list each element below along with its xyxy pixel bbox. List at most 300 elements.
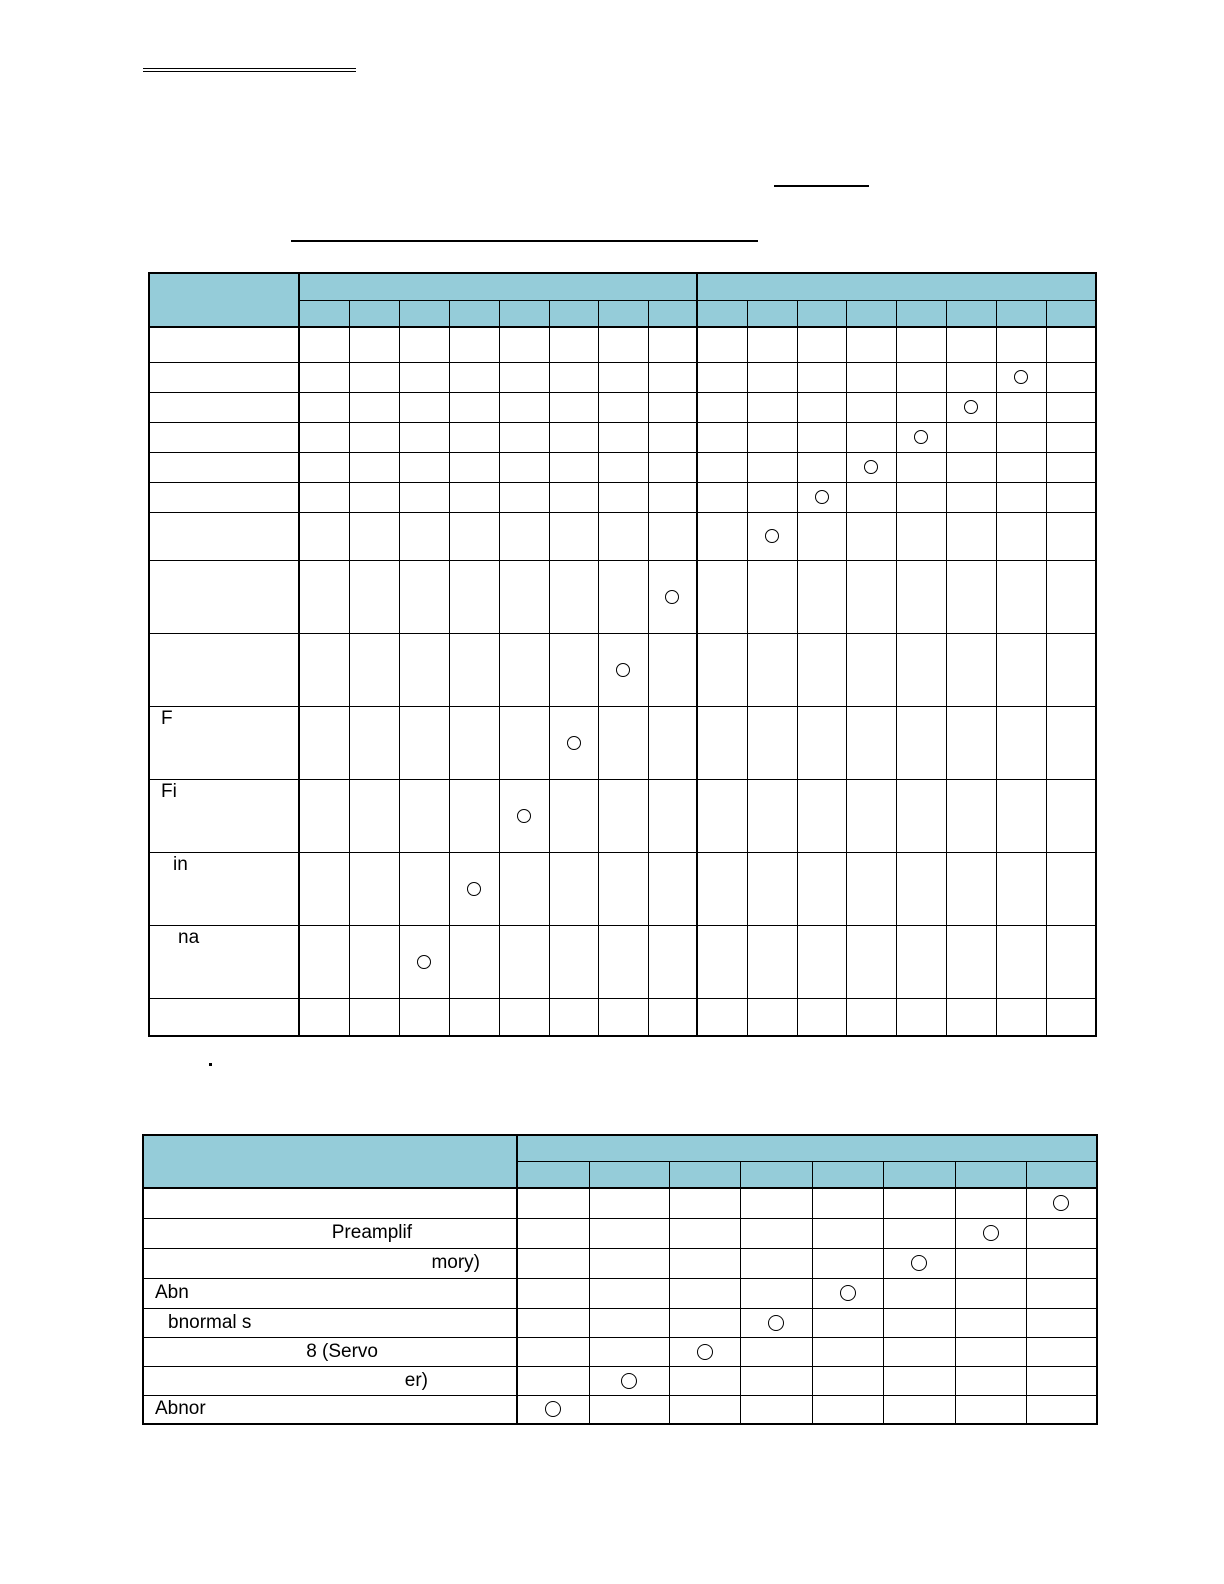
grid-cell bbox=[740, 1188, 812, 1218]
circle-mark-icon bbox=[1014, 370, 1028, 384]
grid-cell bbox=[946, 706, 996, 779]
grid-cell bbox=[946, 362, 996, 392]
grid-cell bbox=[996, 392, 1046, 422]
grid-cell bbox=[846, 998, 896, 1036]
row-label-cell bbox=[143, 1218, 517, 1248]
grid-cell bbox=[747, 327, 797, 362]
grid-cell bbox=[598, 482, 648, 512]
grid-cell bbox=[812, 1278, 883, 1308]
table1-subheader-cell bbox=[697, 300, 747, 327]
table2-subheader-cell bbox=[1026, 1161, 1097, 1188]
grid-cell bbox=[697, 706, 747, 779]
row-label-cell bbox=[149, 779, 299, 852]
grid-cell bbox=[946, 452, 996, 482]
table1-subheader-cell bbox=[747, 300, 797, 327]
grid-cell bbox=[896, 706, 946, 779]
grid-cell bbox=[449, 779, 499, 852]
grid-cell bbox=[598, 560, 648, 633]
grid-cell bbox=[349, 925, 399, 998]
grid-cell bbox=[648, 482, 697, 512]
grid-cell bbox=[747, 706, 797, 779]
grid-cell bbox=[598, 706, 648, 779]
grid-cell bbox=[797, 327, 846, 362]
table2-header-row bbox=[143, 1135, 1097, 1161]
grid-cell bbox=[299, 452, 349, 482]
grid-cell bbox=[883, 1366, 955, 1395]
grid-cell bbox=[449, 512, 499, 560]
grid-cell bbox=[499, 925, 549, 998]
table-row bbox=[143, 1366, 1097, 1395]
grid-cell bbox=[499, 779, 549, 852]
grid-cell bbox=[1046, 779, 1096, 852]
grid-cell bbox=[517, 1188, 589, 1218]
grid-cell bbox=[299, 512, 349, 560]
table1-header-row bbox=[149, 273, 1096, 300]
grid-cell bbox=[812, 1308, 883, 1337]
grid-cell bbox=[1026, 1188, 1097, 1218]
grid-cell bbox=[517, 1218, 589, 1248]
grid-cell bbox=[549, 779, 598, 852]
grid-cell bbox=[946, 925, 996, 998]
grid-cell bbox=[399, 706, 449, 779]
grid-cell bbox=[896, 327, 946, 362]
grid-cell bbox=[697, 560, 747, 633]
grid-cell bbox=[996, 998, 1046, 1036]
grid-cell bbox=[747, 925, 797, 998]
table-row bbox=[149, 779, 1096, 852]
grid-cell bbox=[589, 1188, 669, 1218]
table1-subheader-cell bbox=[449, 300, 499, 327]
grid-cell bbox=[846, 925, 896, 998]
row-label-cell bbox=[143, 1337, 517, 1366]
table-row bbox=[143, 1218, 1097, 1248]
row-label: Fi bbox=[161, 780, 177, 802]
grid-cell bbox=[996, 512, 1046, 560]
grid-cell bbox=[797, 452, 846, 482]
grid-cell bbox=[946, 392, 996, 422]
grid-cell bbox=[996, 422, 1046, 452]
grid-cell bbox=[399, 362, 449, 392]
grid-cell bbox=[598, 422, 648, 452]
grid-cell bbox=[883, 1218, 955, 1248]
table-row bbox=[149, 560, 1096, 633]
grid-cell bbox=[399, 452, 449, 482]
row-label-cell bbox=[143, 1395, 517, 1424]
grid-cell bbox=[299, 925, 349, 998]
row-label-cell bbox=[143, 1278, 517, 1308]
grid-cell bbox=[846, 392, 896, 422]
grid-cell bbox=[797, 852, 846, 925]
signal-matrix-table bbox=[148, 272, 1097, 1037]
grid-cell bbox=[883, 1337, 955, 1366]
grid-cell bbox=[946, 422, 996, 452]
grid-cell bbox=[846, 482, 896, 512]
grid-cell bbox=[747, 392, 797, 422]
grid-cell bbox=[1026, 1248, 1097, 1278]
table2-subheader-cell bbox=[883, 1161, 955, 1188]
circle-mark-icon bbox=[467, 882, 481, 896]
grid-cell bbox=[846, 512, 896, 560]
grid-cell bbox=[499, 362, 549, 392]
grid-cell bbox=[499, 452, 549, 482]
grid-cell bbox=[955, 1395, 1026, 1424]
row-label: er) bbox=[404, 1369, 428, 1391]
table2-subheader-cell bbox=[812, 1161, 883, 1188]
grid-cell bbox=[549, 706, 598, 779]
grid-cell bbox=[589, 1278, 669, 1308]
table-row bbox=[149, 998, 1096, 1036]
row-label: in bbox=[173, 853, 188, 875]
grid-cell bbox=[349, 633, 399, 706]
table-row bbox=[143, 1395, 1097, 1424]
grid-cell bbox=[946, 998, 996, 1036]
grid-cell bbox=[1046, 362, 1096, 392]
table2-subheader-cell bbox=[740, 1161, 812, 1188]
grid-cell bbox=[598, 362, 648, 392]
grid-cell bbox=[349, 392, 399, 422]
grid-cell bbox=[896, 998, 946, 1036]
row-label: mory) bbox=[431, 1252, 480, 1273]
row-label: bnormal s bbox=[168, 1311, 252, 1333]
table1-subheader-cell bbox=[1046, 300, 1096, 327]
grid-cell bbox=[349, 452, 399, 482]
grid-cell bbox=[740, 1395, 812, 1424]
grid-cell bbox=[648, 512, 697, 560]
title-double-underline-top bbox=[143, 68, 356, 69]
grid-cell bbox=[996, 452, 1046, 482]
grid-cell bbox=[349, 422, 399, 452]
grid-cell bbox=[955, 1337, 1026, 1366]
grid-cell bbox=[299, 392, 349, 422]
row-label-cell bbox=[149, 327, 299, 362]
circle-mark-icon bbox=[765, 529, 779, 543]
grid-cell bbox=[449, 852, 499, 925]
grid-cell bbox=[896, 852, 946, 925]
grid-cell bbox=[812, 1395, 883, 1424]
table2-group-header bbox=[517, 1135, 1097, 1161]
circle-mark-icon bbox=[697, 1344, 713, 1360]
grid-cell bbox=[896, 925, 946, 998]
grid-cell bbox=[1026, 1366, 1097, 1395]
row-label-cell bbox=[149, 852, 299, 925]
row-label-cell bbox=[149, 452, 299, 482]
table-row bbox=[149, 512, 1096, 560]
grid-cell bbox=[449, 327, 499, 362]
grid-cell bbox=[648, 560, 697, 633]
grid-cell bbox=[846, 560, 896, 633]
circle-mark-icon bbox=[1053, 1195, 1069, 1211]
grid-cell bbox=[996, 852, 1046, 925]
table1-corner-header-cell bbox=[149, 273, 299, 327]
table-row bbox=[149, 925, 1096, 998]
table1-subheader-cell bbox=[896, 300, 946, 327]
grid-cell bbox=[896, 512, 946, 560]
grid-cell bbox=[883, 1278, 955, 1308]
grid-cell bbox=[517, 1248, 589, 1278]
grid-cell bbox=[449, 633, 499, 706]
grid-cell bbox=[955, 1188, 1026, 1218]
grid-cell bbox=[648, 779, 697, 852]
grid-cell bbox=[740, 1248, 812, 1278]
grid-cell bbox=[499, 512, 549, 560]
grid-cell bbox=[598, 998, 648, 1036]
grid-cell bbox=[1046, 452, 1096, 482]
table2-subheader-cell bbox=[517, 1161, 589, 1188]
grid-cell bbox=[747, 362, 797, 392]
grid-cell bbox=[589, 1308, 669, 1337]
grid-cell bbox=[499, 327, 549, 362]
grid-cell bbox=[669, 1278, 740, 1308]
grid-cell bbox=[996, 362, 1046, 392]
grid-cell bbox=[797, 560, 846, 633]
table1-group-header-left bbox=[299, 273, 697, 300]
grid-cell bbox=[598, 925, 648, 998]
grid-cell bbox=[846, 422, 896, 452]
circle-mark-icon bbox=[768, 1315, 784, 1331]
grid-cell bbox=[549, 560, 598, 633]
grid-cell bbox=[648, 422, 697, 452]
circle-mark-icon bbox=[567, 736, 581, 750]
row-label-cell bbox=[143, 1248, 517, 1278]
grid-cell bbox=[399, 925, 449, 998]
grid-cell bbox=[499, 482, 549, 512]
grid-cell bbox=[955, 1248, 1026, 1278]
circle-mark-icon bbox=[864, 460, 878, 474]
grid-cell bbox=[883, 1308, 955, 1337]
grid-cell bbox=[896, 392, 946, 422]
grid-cell bbox=[846, 706, 896, 779]
grid-cell bbox=[549, 392, 598, 422]
grid-cell bbox=[449, 560, 499, 633]
grid-cell bbox=[399, 852, 449, 925]
grid-cell bbox=[648, 925, 697, 998]
grid-cell bbox=[747, 422, 797, 452]
grid-cell bbox=[996, 706, 1046, 779]
grid-cell bbox=[399, 512, 449, 560]
circle-mark-icon bbox=[914, 430, 928, 444]
grid-cell bbox=[349, 362, 399, 392]
table1-subheader-cell bbox=[946, 300, 996, 327]
grid-cell bbox=[896, 633, 946, 706]
grid-cell bbox=[812, 1366, 883, 1395]
field-underline-long bbox=[291, 240, 758, 242]
grid-cell bbox=[549, 852, 598, 925]
grid-cell bbox=[399, 422, 449, 452]
grid-cell bbox=[349, 998, 399, 1036]
grid-cell bbox=[697, 998, 747, 1036]
row-label-cell bbox=[143, 1366, 517, 1395]
grid-cell bbox=[349, 852, 399, 925]
grid-cell bbox=[1046, 706, 1096, 779]
grid-cell bbox=[449, 482, 499, 512]
grid-cell bbox=[598, 852, 648, 925]
circle-mark-icon bbox=[665, 590, 679, 604]
grid-cell bbox=[883, 1188, 955, 1218]
grid-cell bbox=[1046, 633, 1096, 706]
grid-cell bbox=[740, 1218, 812, 1248]
grid-cell bbox=[449, 392, 499, 422]
grid-cell bbox=[797, 422, 846, 452]
grid-cell bbox=[1046, 482, 1096, 512]
grid-cell bbox=[955, 1366, 1026, 1395]
table-row bbox=[143, 1308, 1097, 1337]
grid-cell bbox=[1026, 1395, 1097, 1424]
grid-cell bbox=[399, 633, 449, 706]
grid-cell bbox=[896, 560, 946, 633]
table1-subheader-cell bbox=[598, 300, 648, 327]
table1-subheader-cell bbox=[499, 300, 549, 327]
grid-cell bbox=[747, 633, 797, 706]
circle-mark-icon bbox=[545, 1401, 561, 1417]
grid-cell bbox=[549, 452, 598, 482]
grid-cell bbox=[747, 512, 797, 560]
grid-cell bbox=[589, 1395, 669, 1424]
grid-cell bbox=[349, 482, 399, 512]
grid-cell bbox=[740, 1308, 812, 1337]
grid-cell bbox=[598, 512, 648, 560]
table-row bbox=[149, 706, 1096, 779]
grid-cell bbox=[996, 925, 1046, 998]
table1-subheader-cell bbox=[399, 300, 449, 327]
grid-cell bbox=[598, 779, 648, 852]
table1-subheader-cell bbox=[549, 300, 598, 327]
grid-cell bbox=[812, 1188, 883, 1218]
grid-cell bbox=[648, 706, 697, 779]
grid-cell bbox=[946, 482, 996, 512]
grid-cell bbox=[1026, 1278, 1097, 1308]
grid-cell bbox=[846, 852, 896, 925]
table2-subheader-cell bbox=[589, 1161, 669, 1188]
grid-cell bbox=[669, 1308, 740, 1337]
grid-cell bbox=[499, 560, 549, 633]
grid-cell bbox=[449, 998, 499, 1036]
grid-cell bbox=[299, 362, 349, 392]
grid-cell bbox=[669, 1248, 740, 1278]
grid-cell bbox=[797, 482, 846, 512]
grid-cell bbox=[1026, 1218, 1097, 1248]
grid-cell bbox=[697, 327, 747, 362]
grid-cell bbox=[549, 482, 598, 512]
row-label-cell bbox=[149, 998, 299, 1036]
grid-cell bbox=[399, 482, 449, 512]
grid-cell bbox=[648, 392, 697, 422]
grid-cell bbox=[449, 362, 499, 392]
grid-cell bbox=[648, 633, 697, 706]
grid-cell bbox=[1046, 327, 1096, 362]
grid-cell bbox=[955, 1218, 1026, 1248]
table-row bbox=[143, 1248, 1097, 1278]
grid-cell bbox=[549, 998, 598, 1036]
grid-cell bbox=[747, 452, 797, 482]
grid-cell bbox=[812, 1337, 883, 1366]
grid-cell bbox=[549, 512, 598, 560]
row-label-cell bbox=[149, 925, 299, 998]
grid-cell bbox=[1046, 998, 1096, 1036]
circle-mark-icon bbox=[840, 1285, 856, 1301]
grid-cell bbox=[896, 362, 946, 392]
grid-cell bbox=[1026, 1308, 1097, 1337]
grid-cell bbox=[747, 998, 797, 1036]
grid-cell bbox=[399, 779, 449, 852]
grid-cell bbox=[846, 633, 896, 706]
grid-cell bbox=[517, 1366, 589, 1395]
grid-cell bbox=[797, 362, 846, 392]
grid-cell bbox=[996, 779, 1046, 852]
table-row bbox=[149, 452, 1096, 482]
grid-cell bbox=[499, 422, 549, 452]
grid-cell bbox=[812, 1248, 883, 1278]
circle-mark-icon bbox=[983, 1225, 999, 1241]
grid-cell bbox=[747, 560, 797, 633]
grid-cell bbox=[797, 512, 846, 560]
grid-cell bbox=[740, 1366, 812, 1395]
grid-cell bbox=[499, 633, 549, 706]
alarm-matrix-table bbox=[142, 1134, 1098, 1425]
grid-cell bbox=[589, 1366, 669, 1395]
grid-cell bbox=[896, 452, 946, 482]
grid-cell bbox=[896, 422, 946, 452]
grid-cell bbox=[299, 560, 349, 633]
grid-cell bbox=[349, 560, 399, 633]
grid-cell bbox=[1046, 852, 1096, 925]
grid-cell bbox=[648, 327, 697, 362]
grid-cell bbox=[747, 779, 797, 852]
grid-cell bbox=[996, 560, 1046, 633]
grid-cell bbox=[697, 392, 747, 422]
grid-cell bbox=[697, 925, 747, 998]
grid-cell bbox=[896, 482, 946, 512]
table2-subheader-cell bbox=[955, 1161, 1026, 1188]
grid-cell bbox=[598, 392, 648, 422]
grid-cell bbox=[449, 925, 499, 998]
grid-cell bbox=[669, 1188, 740, 1218]
table-row bbox=[149, 482, 1096, 512]
grid-cell bbox=[740, 1337, 812, 1366]
grid-cell bbox=[349, 779, 399, 852]
table1-subheader-cell bbox=[996, 300, 1046, 327]
table-row bbox=[143, 1278, 1097, 1308]
grid-cell bbox=[697, 422, 747, 452]
table2-subheader-cell bbox=[669, 1161, 740, 1188]
grid-cell bbox=[399, 560, 449, 633]
grid-cell bbox=[946, 560, 996, 633]
grid-cell bbox=[299, 706, 349, 779]
grid-cell bbox=[846, 452, 896, 482]
grid-cell bbox=[955, 1278, 1026, 1308]
grid-cell bbox=[1046, 512, 1096, 560]
row-label-cell bbox=[143, 1188, 517, 1218]
grid-cell bbox=[740, 1278, 812, 1308]
row-label: Preamplif bbox=[331, 1222, 412, 1243]
grid-cell bbox=[1026, 1337, 1097, 1366]
grid-cell bbox=[669, 1218, 740, 1248]
table1-group-header-right bbox=[697, 273, 1096, 300]
row-label-cell bbox=[149, 512, 299, 560]
grid-cell bbox=[669, 1337, 740, 1366]
grid-cell bbox=[449, 422, 499, 452]
circle-mark-icon bbox=[616, 663, 630, 677]
grid-cell bbox=[955, 1308, 1026, 1337]
grid-cell bbox=[1046, 392, 1096, 422]
grid-cell bbox=[549, 362, 598, 392]
row-label: Abnor bbox=[155, 1398, 206, 1420]
grid-cell bbox=[648, 998, 697, 1036]
grid-cell bbox=[299, 327, 349, 362]
table1-subheader-cell bbox=[797, 300, 846, 327]
grid-cell bbox=[946, 852, 996, 925]
grid-cell bbox=[946, 327, 996, 362]
grid-cell bbox=[697, 852, 747, 925]
